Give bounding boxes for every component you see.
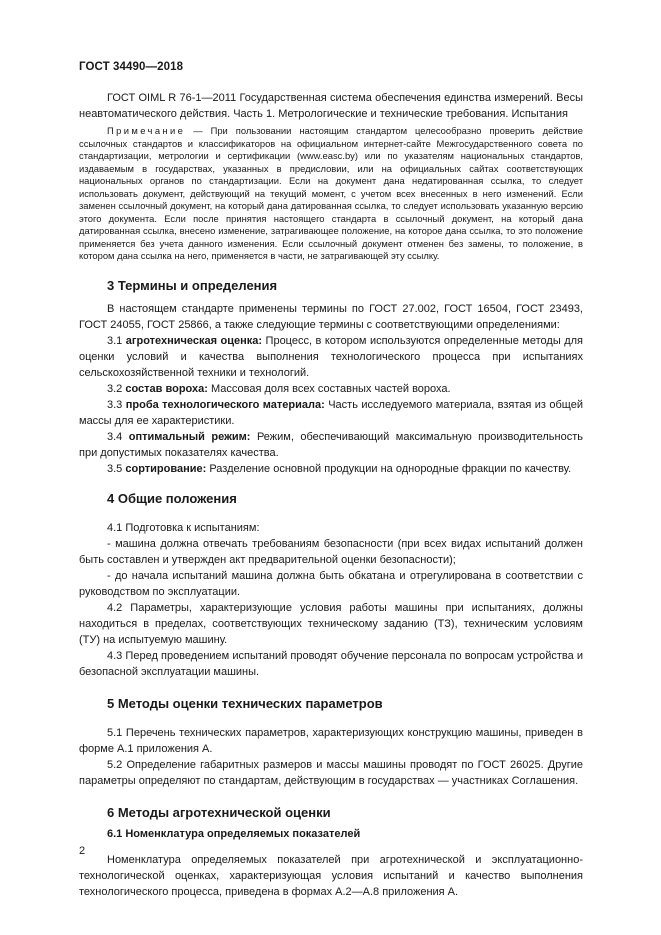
term-name: состав вороха: xyxy=(125,382,208,395)
document-body xyxy=(79,90,583,900)
term-3-5: 3.5 сортирование: Разделение основной продукции на однородные фракции по качеству. xyxy=(107,462,572,475)
section-4-1-item-a: - машина должна отвечать требованиям безопасности (при всех видах испытаний должен быть составлен и утвержден акт предварительной оценки безопасности); xyxy=(79,537,583,566)
document-code: ГОСТ 34490—2018 xyxy=(79,61,184,73)
note-text: — При пользовании настоящим стандартом целесообразно проверить действие ссылочных стандартов и классификаторов на официальном интернет-сайте Межгосударственного совета по стандартизации, метрологии и сертификации (www.easc.by) или по указателям национальных стандартов, издаваемым в государствах, указанных в предисловии, или на официальных сайтах соответствующих национальных органов по стандартизации. Если на документ дана недатированная ссылка, то следует использовать документ, действующий на текущий момент, с учетом всех внесенных в него изменений. Если заменен ссылочный документ, на который дана датированная ссылка, то следует использовать указанную версию этого документа. Если после принятия настоящего стандарта в ссылочный документ, на который дана датированная ссылка, внесено изменение, затрагивающее положение, на которое дана ссылка, то это положение применяется без учета данного изменения. Если ссылочный документ отменен без замены, то положение, в котором дана ссылка на него, применяется в части, не затрагивающей эту ссылку. xyxy=(79,125,583,261)
note-paragraph xyxy=(79,125,583,263)
section-4-title: 4 Общие положения xyxy=(107,490,237,506)
section-4-1-item-b: - до начала испытаний машина должна быть обкатана и отрегулирована в соответствии с руководством по эксплуатации. xyxy=(79,569,583,598)
page-number: 2 xyxy=(79,845,86,857)
section-4-3: 4.3 Перед проведением испытаний проводят обучение персонала по вопросам устройства и безопасной эксплуатации машины. xyxy=(79,649,583,678)
term-name: проба технологического материала: xyxy=(125,398,325,411)
term-3-2: 3.2 состав вороха: Массовая доля всех составных частей вороха. xyxy=(107,382,451,395)
section-5-1: 5.1 Перечень технических параметров, характеризующих конструкцию машины, приведен в форме А.1 приложения А. xyxy=(79,726,583,755)
term-3-3: 3.3 проба технологического материала: Часть исследуемого материала, взятая из общей массы для ее характеристики. xyxy=(79,398,583,427)
note-label: Примечание xyxy=(107,125,186,136)
section-6-1-text: Номенклатура определяемых показателей при агротехнической и эксплуатационно-технологической оценках, характеризующая условия испытаний и качество выполнения технологического процесса, приведена в формах А.2—А.8 приложения А. xyxy=(79,853,583,898)
section-6-title: 6 Методы агротехнической оценки xyxy=(107,804,331,820)
section-6-1-title: 6.1 Номенклатура определяемых показателей xyxy=(107,827,361,840)
section-3-title: 3 Термины и определения xyxy=(107,277,278,293)
reference-gost-oiml: ГОСТ OIML R 76-1—2011 Государственная система обеспечения единства измерений. Весы неавтоматического действия. Часть 1. Метрологические и технические требования. Испытания xyxy=(79,92,583,120)
term-name: оптимальный режим: xyxy=(128,430,251,443)
section-5-title: 5 Методы оценки технических параметров xyxy=(107,695,383,711)
section-4-1: 4.1 Подготовка к испытаниям: xyxy=(107,521,260,534)
section-3-intro: В настоящем стандарте применены термины по ГОСТ 27.002, ГОСТ 16504, ГОСТ 23493, ГОСТ 24055, ГОСТ 25866, а также следующие термины с соответствующими определениями: xyxy=(79,302,583,331)
term-name: агротехническая оценка: xyxy=(125,334,263,347)
section-4-2: 4.2 Параметры, характеризующие условия работы машины при испытаниях, должны находиться в пределах, соответствующих техническому заданию (ТЗ), техническим условиям (ТУ) на испытуемую машину. xyxy=(79,601,583,646)
section-5-2: 5.2 Определение габаритных размеров и массы машины проводят по ГОСТ 26025. Другие параметры определяют по стандартам, действующим в государствах — участниках Соглашения. xyxy=(79,758,583,787)
term-name: сортирование: xyxy=(125,462,207,475)
term-3-1: 3.1 агротехническая оценка: Процесс, в котором используются определенные методы для оценки условий и качества выполнения технологического процесса при испытаниях сельскохозяйственной техники и технологий. xyxy=(79,334,583,379)
term-3-4: 3.4 оптимальный режим: Режим, обеспечивающий максимальную производительность при допустимых показателях качества. xyxy=(79,430,583,459)
